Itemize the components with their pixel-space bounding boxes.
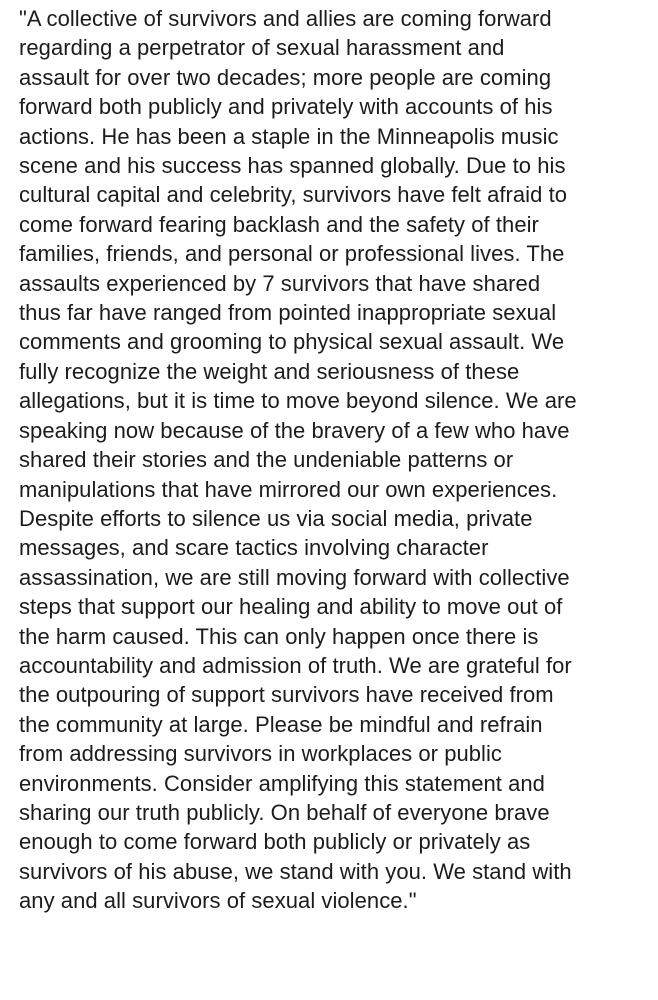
statement-line: manipulations that have mirrored our own experiences.: [19, 476, 558, 502]
statement-line: allegations, but it is time to move beyond silence. We are: [19, 388, 577, 414]
statement-line: from addressing survivors in workplaces or public: [19, 741, 502, 767]
statement-line: cultural capital and celebrity, survivors have felt afraid to: [19, 182, 568, 208]
statement-line: any and all survivors of sexual violence.": [19, 888, 417, 914]
statement-line: forward both publicly and privately with accounts of his: [19, 94, 553, 120]
statement-line: the outpouring of support survivors have received from: [19, 682, 554, 708]
statement-line: assaults experienced by 7 survivors that have shared: [19, 270, 541, 296]
statement-line: "A collective of survivors and allies are coming forward: [19, 6, 552, 31]
statement-line: the community at large. Please be mindful and refrain: [19, 711, 543, 737]
statement-line: comments and grooming to physical sexual assault. We: [19, 329, 565, 355]
statement-line: shared their stories and the undeniable patterns or: [19, 447, 514, 473]
statement-line: regarding a perpetrator of sexual harassment and: [19, 35, 505, 61]
statement-line: Despite efforts to silence us via social media, private: [19, 505, 533, 531]
statement-line: families, friends, and personal or professional lives. The: [19, 241, 565, 267]
statement-line: survivors of his abuse, we stand with you. We stand with: [19, 858, 572, 884]
statement-line: assassination, we are still moving forward with collective: [19, 564, 570, 590]
statement-line: assault for over two decades; more people are coming: [19, 64, 552, 90]
statement-line: actions. He has been a staple in the Minneapolis music: [19, 123, 559, 149]
statement-line: fully recognize the weight and seriousness of these: [19, 358, 520, 384]
statement-line: environments. Consider amplifying this statement and: [19, 770, 545, 796]
statement-text: [19, 4, 649, 916]
statement-line: steps that support our healing and ability to move out of: [19, 594, 563, 620]
statement-line: speaking now because of the bravery of a few who have: [19, 417, 570, 443]
statement-line: sharing our truth publicly. On behalf of everyone brave: [19, 799, 550, 825]
statement-line: messages, and scare tactics involving character: [19, 535, 489, 561]
statement-line: the harm caused. This can only happen once there is: [19, 623, 539, 649]
statement-line: enough to come forward both publicly or privately as: [19, 829, 531, 855]
statement-line: accountability and admission of truth. We are grateful for: [19, 652, 572, 678]
statement-line: thus far have ranged from pointed inappropriate sexual: [19, 300, 557, 326]
statement-line: come forward fearing backlash and the safety of their: [19, 211, 539, 237]
statement-line: scene and his success has spanned globally. Due to his: [19, 153, 566, 179]
